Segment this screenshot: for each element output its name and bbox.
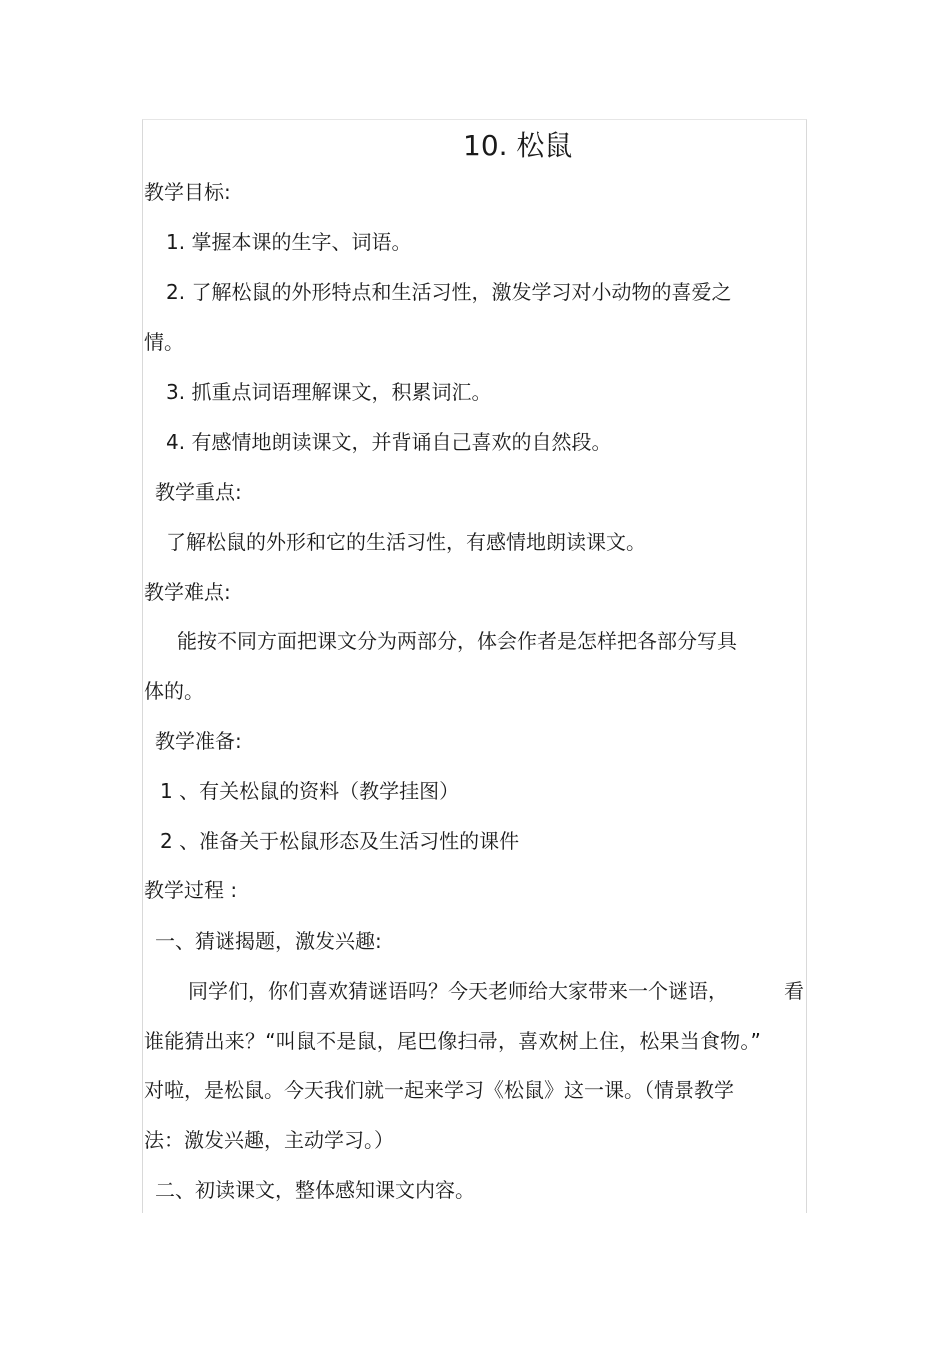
objective-4: 4. 有感情地朗读课文，并背诵自己喜欢的自然段。 <box>166 430 612 454</box>
process-heading: 教学过程 : <box>144 878 238 902</box>
step1-paragraph-line-2: 谁能猜出来？“叫鼠不是鼠，尾巴像扫帚，喜欢树上住，松果当食物。” <box>144 1029 762 1053</box>
objectives-heading: 教学目标: <box>144 180 231 204</box>
objective-1: 1. 掌握本课的生字、词语。 <box>166 230 412 254</box>
key-text: 了解松鼠的外形和它的生活习性，有感情地朗读课文。 <box>166 530 646 554</box>
step1-paragraph-line-1: 同学们，你们喜欢猜谜语吗？今天老师给大家带来一个谜语， <box>188 979 728 1003</box>
objective-3: 3. 抓重点词语理解课文，积累词汇。 <box>166 380 492 404</box>
difficult-text-2: 体的。 <box>144 679 204 703</box>
prep-heading: 教学准备: <box>155 729 242 753</box>
objective-2: 2. 了解松鼠的外形特点和生活习性，激发学习对小动物的喜爱之 <box>166 280 732 304</box>
step1-paragraph-line-3: 对啦，是松鼠。今天我们就一起来学习《松鼠》这一课。（情景教学 <box>144 1078 734 1102</box>
step1-heading: 一、猜谜揭题，激发兴趣: <box>155 929 382 953</box>
difficult-text-1: 能按不同方面把课文分为两部分，体会作者是怎样把各部分写具 <box>177 629 737 653</box>
step1-paragraph-line-1-end: 看 <box>784 979 804 1003</box>
step1-paragraph-line-4: 法：激发兴趣，主动学习。） <box>144 1128 394 1152</box>
key-heading: 教学重点: <box>155 480 242 504</box>
objective-2-continued: 情。 <box>144 330 184 354</box>
page-title: 10. 松鼠 <box>463 129 573 162</box>
step2-heading: 二、初读课文，整体感知课文内容。 <box>155 1178 475 1202</box>
prep-item-1: 1 、有关松鼠的资料（教学挂图） <box>160 779 460 803</box>
difficult-heading: 教学难点: <box>144 580 231 604</box>
prep-item-2: 2 、准备关于松鼠形态及生活习性的课件 <box>160 829 520 853</box>
